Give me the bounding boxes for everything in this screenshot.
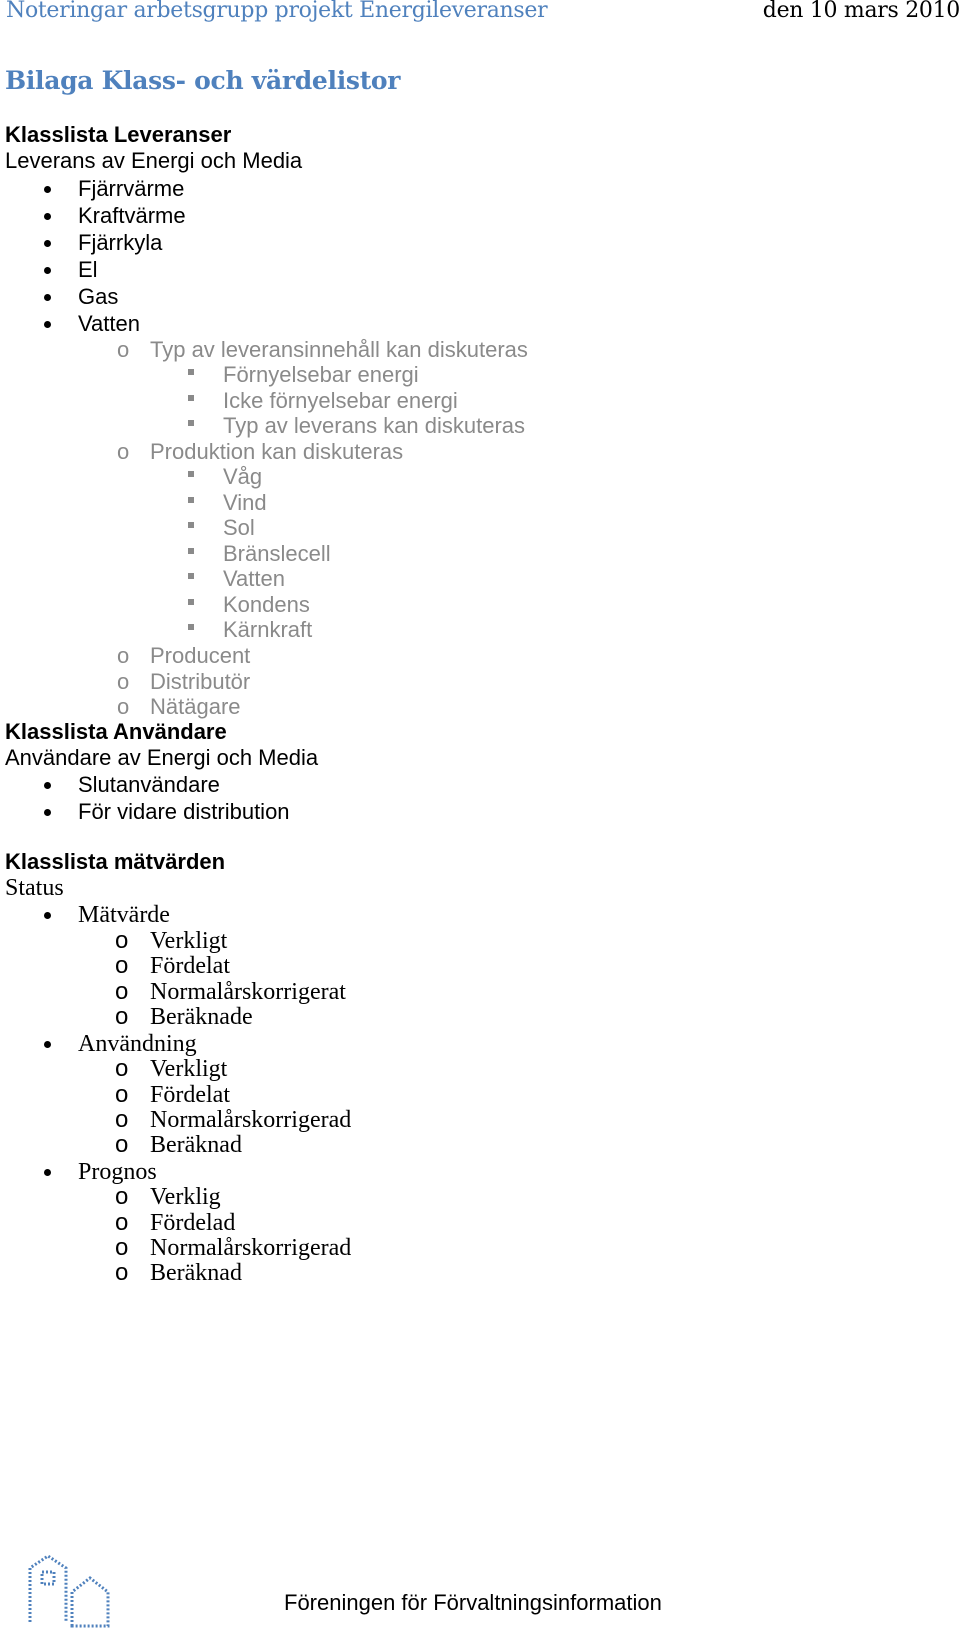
list-item: Produktion kan diskuteras: [150, 439, 404, 464]
list-item: Beräknad: [150, 1132, 242, 1158]
circle-bullet-icon: o: [117, 643, 130, 668]
list-item: Fördelad: [150, 1210, 236, 1236]
square-bullet-icon: [188, 548, 194, 554]
list-item: Slutanvändare: [78, 772, 220, 797]
circle-bullet-icon: o: [117, 669, 130, 694]
list-item: Beräknad: [150, 1260, 242, 1286]
organization-logo-icon: [24, 1550, 124, 1630]
list-item: För vidare distribution: [78, 799, 290, 824]
circle-bullet-icon: o: [115, 1003, 129, 1030]
list-item: Fjärrvärme: [78, 176, 185, 201]
list-item: Verkligt: [150, 1056, 228, 1082]
document-date: den 10 mars 2010: [762, 0, 960, 23]
circle-bullet-icon: o: [115, 927, 129, 954]
circle-bullet-icon: o: [117, 439, 130, 464]
circle-bullet-icon: o: [115, 1106, 129, 1133]
list-item: Beräknade: [150, 1004, 253, 1030]
list-item: Verklig: [150, 1184, 221, 1210]
bullet-icon: [44, 294, 51, 301]
list-item: Kraftvärme: [78, 203, 186, 228]
list-item: Användning: [78, 1031, 197, 1057]
circle-bullet-icon: o: [115, 1131, 129, 1158]
bullet-icon: [44, 240, 51, 247]
square-bullet-icon: [188, 497, 194, 503]
circle-bullet-icon: o: [115, 978, 129, 1005]
circle-bullet-icon: o: [115, 952, 129, 979]
list-item: Nätägare: [150, 694, 241, 719]
list-item: Vatten: [223, 566, 285, 591]
list-item: Gas: [78, 284, 119, 309]
circle-bullet-icon: o: [115, 1081, 129, 1108]
circle-bullet-icon: o: [115, 1183, 129, 1210]
list-item: Icke förnyelsebar energi: [223, 388, 458, 413]
square-bullet-icon: [188, 395, 194, 401]
deliveries-subheading: Leverans av Energi och Media: [5, 148, 303, 173]
circle-bullet-icon: o: [115, 1209, 129, 1236]
circle-bullet-icon: o: [115, 1259, 129, 1286]
measurements-subheading: Status: [5, 875, 64, 901]
annex-title: Bilaga Klass- och värdelistor: [5, 66, 401, 95]
list-item: Sol: [223, 515, 255, 540]
bullet-icon: [44, 1041, 51, 1048]
square-bullet-icon: [188, 573, 194, 579]
list-item: Normalårskorrigerad: [150, 1235, 352, 1261]
list-item: Normalårskorrigerad: [150, 1107, 352, 1133]
circle-bullet-icon: o: [117, 337, 130, 362]
deliveries-heading: Klasslista Leveranser: [5, 122, 232, 147]
list-item: Mätvärde: [78, 902, 170, 928]
square-bullet-icon: [188, 522, 194, 528]
bullet-icon: [44, 186, 51, 193]
circle-bullet-icon: o: [115, 1055, 129, 1082]
bullet-icon: [44, 321, 51, 328]
list-item: Fördelat: [150, 1082, 230, 1108]
users-heading: Klasslista Användare: [5, 719, 227, 744]
list-item: Producent: [150, 643, 251, 668]
page-header: [0, 0, 960, 26]
list-item: Typ av leveransinnehåll kan diskuteras: [150, 337, 528, 362]
list-item: Typ av leverans kan diskuteras: [223, 413, 526, 438]
footer-organization: Föreningen för Förvaltningsinformation: [284, 1590, 662, 1615]
bullet-icon: [44, 809, 51, 816]
measurements-heading: Klasslista mätvärden: [5, 849, 226, 874]
list-item: Fjärrkyla: [78, 230, 163, 255]
list-item: El: [78, 257, 98, 282]
list-item: Bränslecell: [223, 541, 331, 566]
list-item: Vind: [223, 490, 267, 515]
square-bullet-icon: [188, 599, 194, 605]
bullet-icon: [44, 782, 51, 789]
list-item: Kärnkraft: [223, 617, 313, 642]
list-item: Kondens: [223, 592, 310, 617]
square-bullet-icon: [188, 369, 194, 375]
circle-bullet-icon: o: [115, 1234, 129, 1261]
square-bullet-icon: [188, 420, 194, 426]
list-item: Prognos: [78, 1159, 157, 1185]
circle-bullet-icon: o: [117, 694, 130, 719]
square-bullet-icon: [188, 624, 194, 630]
list-item: Våg: [223, 464, 263, 489]
list-item: Verkligt: [150, 928, 228, 954]
list-item: Distributör: [150, 669, 251, 694]
list-item: Förnyelsebar energi: [223, 362, 419, 387]
document-title: Noteringar arbetsgrupp projekt Energileveranser: [6, 0, 548, 23]
bullet-icon: [44, 912, 51, 919]
list-item: Normalårskorrigerat: [150, 979, 346, 1005]
bullet-icon: [44, 1169, 51, 1176]
list-item: Vatten: [78, 311, 140, 336]
list-item: Fördelat: [150, 953, 230, 979]
bullet-icon: [44, 267, 51, 274]
users-subheading: Användare av Energi och Media: [5, 745, 319, 770]
bullet-icon: [44, 213, 51, 220]
square-bullet-icon: [188, 471, 194, 477]
